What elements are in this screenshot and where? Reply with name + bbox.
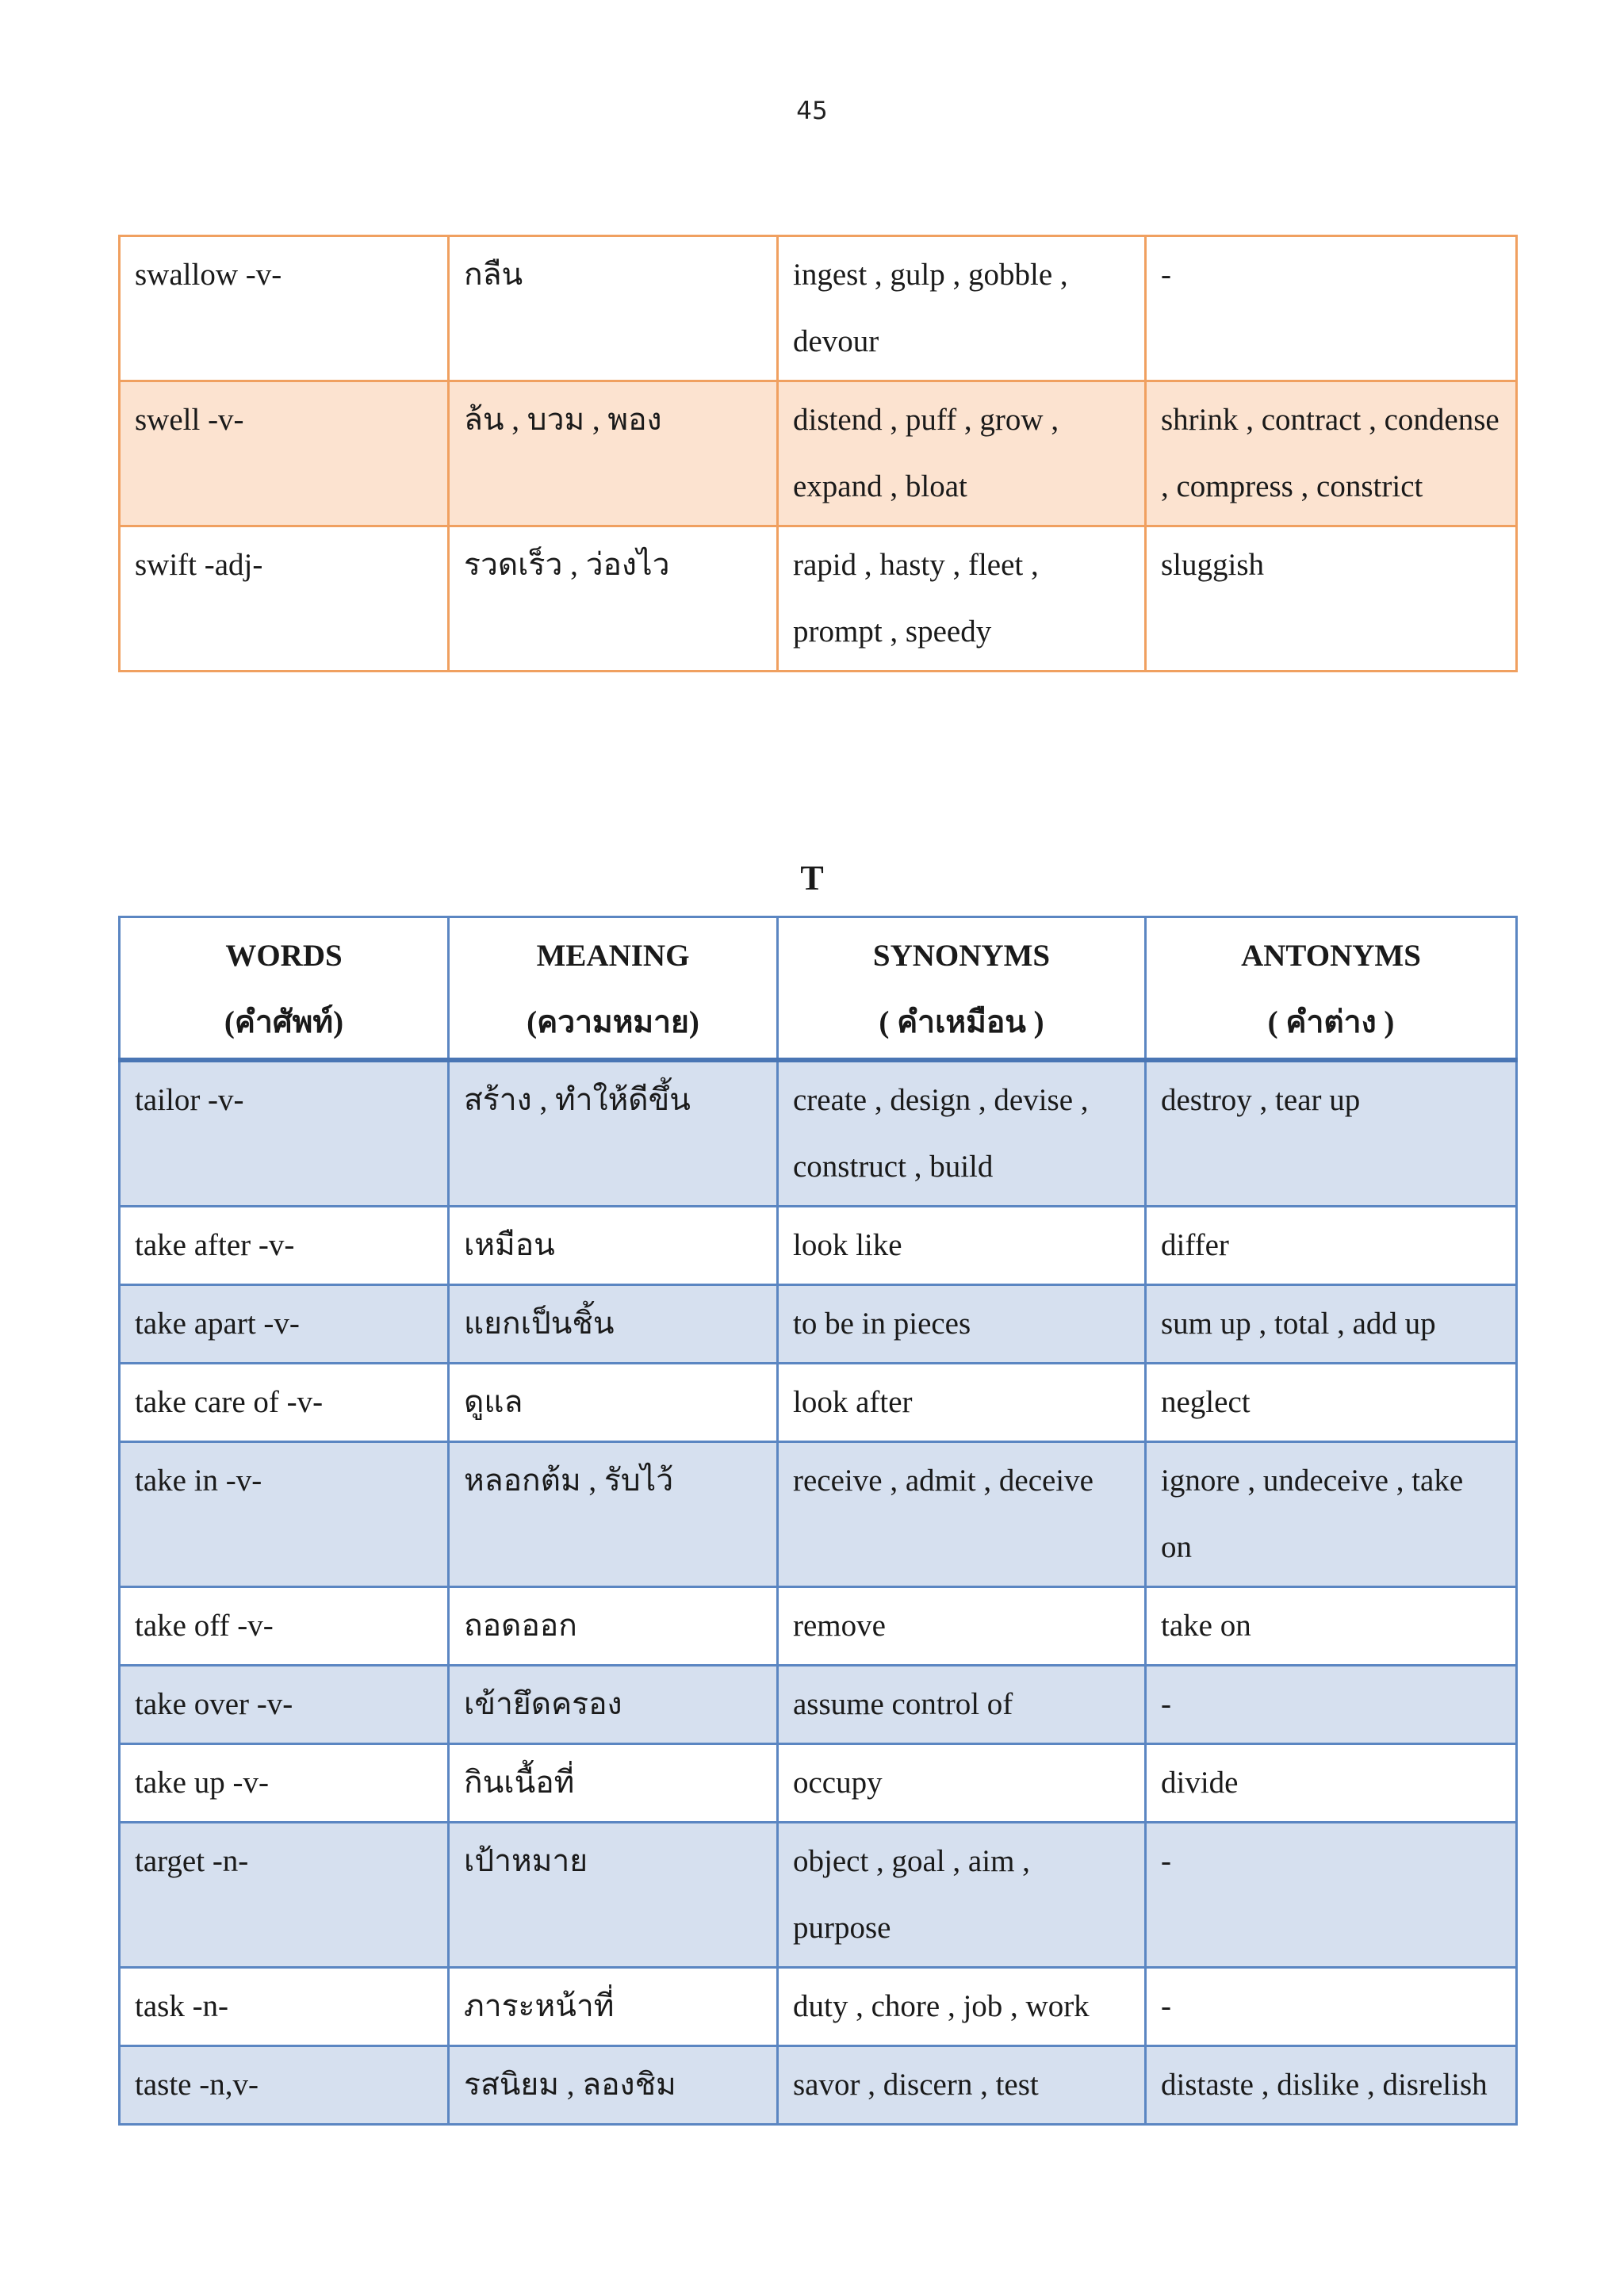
meaning-cell: สร้าง , ทำให้ดีขึ้น bbox=[449, 1060, 778, 1207]
table-row bbox=[120, 1823, 1517, 1968]
antonyms-cell: sum up , total , add up bbox=[1146, 1285, 1517, 1364]
table-row bbox=[120, 381, 1517, 526]
word-cell: tailor -v- bbox=[120, 1060, 449, 1207]
antonyms-cell: - bbox=[1146, 236, 1517, 381]
column-header-label: SYNONYMS bbox=[872, 939, 1051, 973]
column-header-synonyms bbox=[778, 917, 1146, 1061]
meaning-cell: เหมือน bbox=[449, 1207, 778, 1285]
antonyms-cell: - bbox=[1146, 1666, 1517, 1744]
synonyms-cell: create , design , devise , construct , build bbox=[778, 1060, 1146, 1207]
vocabulary-table-s bbox=[118, 235, 1518, 672]
column-header-antonyms bbox=[1146, 917, 1517, 1061]
synonyms-cell: object , goal , aim , purpose bbox=[778, 1823, 1146, 1968]
word-cell: swallow -v- bbox=[120, 236, 449, 381]
meaning-cell: รวดเร็ว , ว่องไว bbox=[449, 526, 778, 672]
synonyms-cell: ingest , gulp , gobble , devour bbox=[778, 236, 1146, 381]
word-cell: take over -v- bbox=[120, 1666, 449, 1744]
table-row bbox=[120, 1587, 1517, 1666]
table-row bbox=[120, 526, 1517, 672]
antonyms-cell: shrink , contract , condense , compress , constrict bbox=[1146, 381, 1517, 526]
antonyms-cell: take on bbox=[1146, 1587, 1517, 1666]
meaning-cell: ล้น , บวม , พอง bbox=[449, 381, 778, 526]
word-cell: take up -v- bbox=[120, 1744, 449, 1823]
meaning-cell: แยกเป็นชิ้น bbox=[449, 1285, 778, 1364]
antonyms-cell: sluggish bbox=[1146, 526, 1517, 672]
meaning-cell: หลอกต้ม , รับไว้ bbox=[449, 1442, 778, 1587]
meaning-cell: เข้ายึดครอง bbox=[449, 1666, 778, 1744]
word-cell: target -n- bbox=[120, 1823, 449, 1968]
column-header-thai-label: (ความหมาย) bbox=[527, 1005, 699, 1039]
table-row bbox=[120, 2046, 1517, 2125]
synonyms-cell: look after bbox=[778, 1364, 1146, 1442]
word-cell: take in -v- bbox=[120, 1442, 449, 1587]
section-heading: T bbox=[800, 859, 824, 897]
synonyms-cell: receive , admit , deceive bbox=[778, 1442, 1146, 1587]
antonyms-cell: differ bbox=[1146, 1207, 1517, 1285]
table-row bbox=[120, 1968, 1517, 2046]
column-header-label: MEANING bbox=[536, 939, 690, 973]
column-header-label: WORDS bbox=[225, 939, 343, 973]
word-cell: taste -n,v- bbox=[120, 2046, 449, 2125]
meaning-cell: เป้าหมาย bbox=[449, 1823, 778, 1968]
column-header-thai-label: ( คำต่าง ) bbox=[1267, 1005, 1395, 1039]
antonyms-cell: distaste , dislike , disrelish bbox=[1146, 2046, 1517, 2125]
column-header-label: ANTONYMS bbox=[1241, 939, 1421, 973]
word-cell: task -n- bbox=[120, 1968, 449, 2046]
antonyms-cell: - bbox=[1146, 1968, 1517, 2046]
synonyms-cell: remove bbox=[778, 1587, 1146, 1666]
synonyms-cell: duty , chore , job , work bbox=[778, 1968, 1146, 2046]
table-row bbox=[120, 1364, 1517, 1442]
meaning-cell: กินเนื้อที่ bbox=[449, 1744, 778, 1823]
antonyms-cell: - bbox=[1146, 1823, 1517, 1968]
table-row bbox=[120, 1285, 1517, 1364]
column-header-thai-label: ( คำเหมือน ) bbox=[879, 1005, 1044, 1039]
table-row bbox=[120, 236, 1517, 381]
table-row bbox=[120, 1060, 1517, 1207]
antonyms-cell: ignore , undeceive , take on bbox=[1146, 1442, 1517, 1587]
word-cell: take care of -v- bbox=[120, 1364, 449, 1442]
table-row bbox=[120, 1744, 1517, 1823]
synonyms-cell: look like bbox=[778, 1207, 1146, 1285]
synonyms-cell: assume control of bbox=[778, 1666, 1146, 1744]
synonyms-cell: occupy bbox=[778, 1744, 1146, 1823]
synonyms-cell: to be in pieces bbox=[778, 1285, 1146, 1364]
table-header-row bbox=[120, 917, 1517, 1061]
antonyms-cell: destroy , tear up bbox=[1146, 1060, 1517, 1207]
vocabulary-table-t bbox=[118, 916, 1518, 2126]
meaning-cell: ถอดออก bbox=[449, 1587, 778, 1666]
page-number: 45 bbox=[796, 97, 828, 125]
word-cell: swell -v- bbox=[120, 381, 449, 526]
antonyms-cell: divide bbox=[1146, 1744, 1517, 1823]
meaning-cell: ภาระหน้าที่ bbox=[449, 1968, 778, 2046]
word-cell: take apart -v- bbox=[120, 1285, 449, 1364]
table-row bbox=[120, 1442, 1517, 1587]
table-row bbox=[120, 1207, 1517, 1285]
word-cell: take after -v- bbox=[120, 1207, 449, 1285]
meaning-cell: ดูแล bbox=[449, 1364, 778, 1442]
synonyms-cell: savor , discern , test bbox=[778, 2046, 1146, 2125]
synonyms-cell: rapid , hasty , fleet , prompt , speedy bbox=[778, 526, 1146, 672]
column-header-thai-label: (คำศัพท์) bbox=[224, 1005, 344, 1039]
word-cell: take off -v- bbox=[120, 1587, 449, 1666]
column-header-words bbox=[120, 917, 449, 1061]
synonyms-cell: distend , puff , grow , expand , bloat bbox=[778, 381, 1146, 526]
meaning-cell: กลืน bbox=[449, 236, 778, 381]
column-header-meaning bbox=[449, 917, 778, 1061]
word-cell: swift -adj- bbox=[120, 526, 449, 672]
antonyms-cell: neglect bbox=[1146, 1364, 1517, 1442]
meaning-cell: รสนิยม , ลองชิม bbox=[449, 2046, 778, 2125]
table-row bbox=[120, 1666, 1517, 1744]
